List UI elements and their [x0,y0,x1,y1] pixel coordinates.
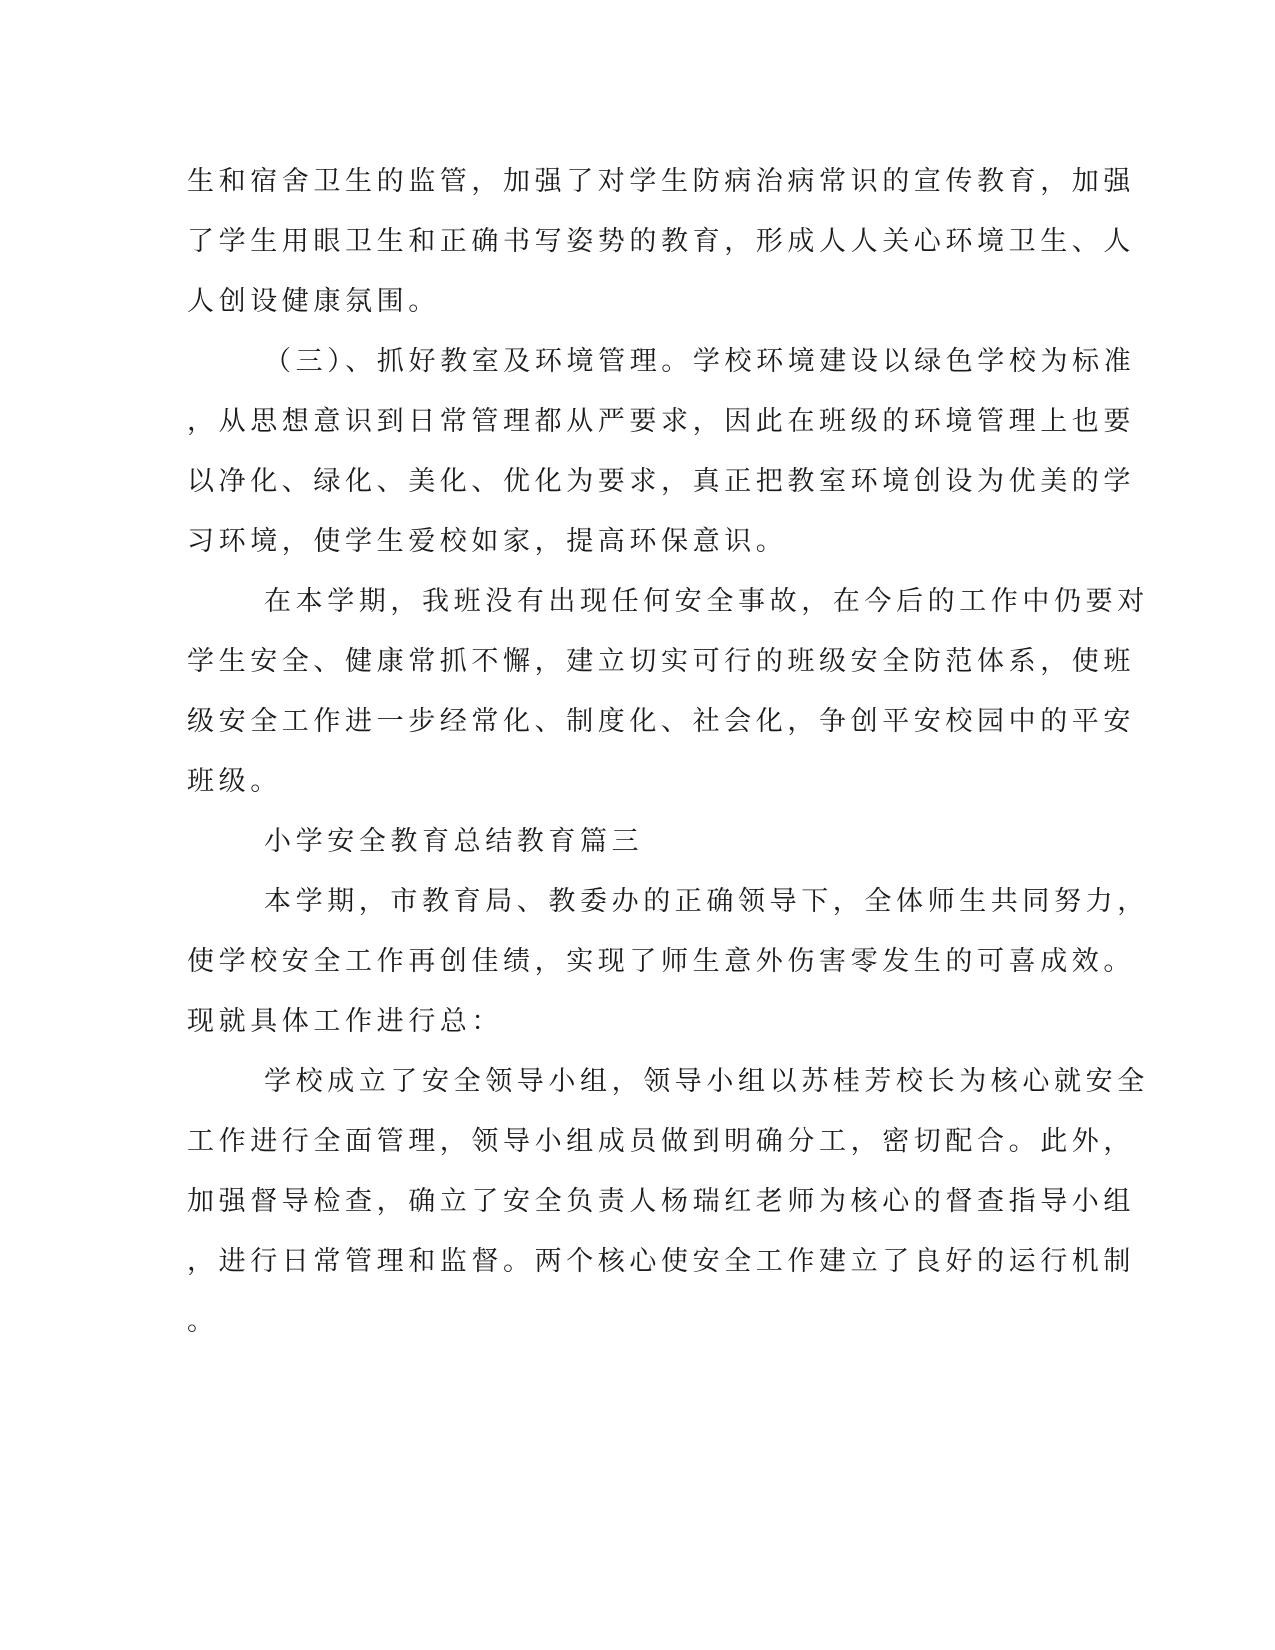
paragraph-line: 工作进行全面管理，领导小组成员做到明确分工，密切配合。此外， [187,1126,1135,1157]
paragraph-line: 现就具体工作进行总： [187,1006,503,1037]
paragraph-line: 加强督导检查，确立了安全负责人杨瑞红老师为核心的督查指导小组 [187,1186,1135,1217]
paragraph-line: ，进行日常管理和监督。两个核心使安全工作建立了良好的运行机制 [187,1246,1135,1277]
paragraph-line: ，从思想意识到日常管理都从严要求，因此在班级的环境管理上也要 [187,406,1135,437]
paragraph-line: 。 [187,1306,219,1337]
paragraph-line: 班级。 [187,766,282,797]
paragraph-line: 级安全工作进一步经常化、制度化、社会化，争创平安校园中的平安 [187,706,1135,737]
paragraph-line: 了学生用眼卫生和正确书写姿势的教育，形成人人关心环境卫生、人 [187,226,1135,257]
paragraph-line: 习环境，使学生爱校如家，提高环保意识。 [187,526,788,557]
paragraph-line: 在本学期，我班没有出现任何安全事故，在今后的工作中仍要对 [264,586,1149,617]
paragraph-line: 使学校安全工作再创佳绩，实现了师生意外伤害零发生的可喜成效。 [187,946,1135,977]
paragraph-line: 学校成立了安全领导小组，领导小组以苏桂芳校长为核心就安全 [264,1066,1149,1097]
paragraph-line: 人创设健康氛围。 [187,286,440,317]
paragraph-line: 本学期，市教育局、教委办的正确领导下，全体师生共同努力， [264,886,1149,917]
paragraph-line: 以净化、绿化、美化、优化为要求，真正把教室环境创设为优美的学 [187,466,1135,497]
paragraph-line: （三）、抓好教室及环境管理。学校环境建设以绿色学校为标准 [264,346,1136,377]
section-heading: 小学安全教育总结教育篇三 [264,826,644,857]
paragraph-line: 生和宿舍卫生的监管，加强了对学生防病治病常识的宣传教育，加强 [187,166,1135,197]
paragraph-line: 学生安全、健康常抓不懈，建立切实可行的班级安全防范体系，使班 [187,646,1135,677]
